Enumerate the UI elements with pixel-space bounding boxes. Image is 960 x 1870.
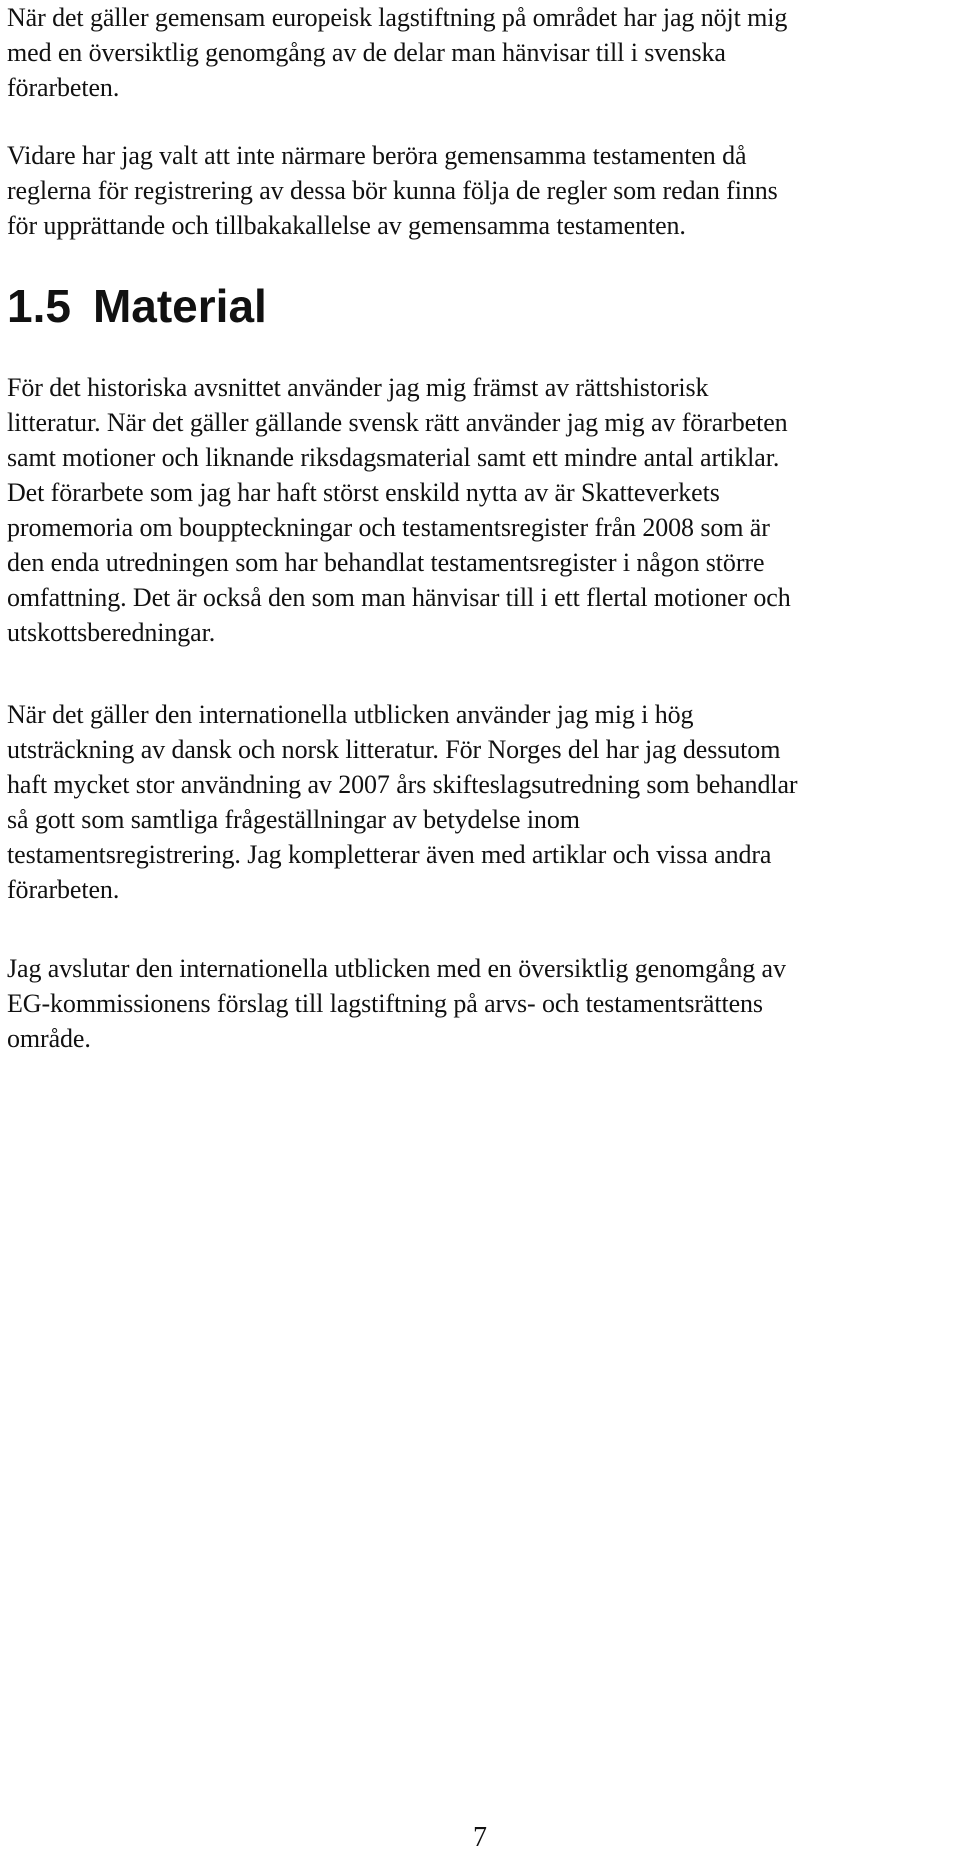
paragraph-line: När det gäller den internationella utblicken använder jag mig i hög	[7, 700, 694, 729]
paragraph-line: förarbeten.	[7, 875, 120, 904]
paragraph-line: område.	[7, 1024, 91, 1053]
paragraph-line: Vidare har jag valt att inte närmare beröra gemensamma testamenten då	[7, 141, 747, 170]
paragraph-line: omfattning. Det är också den som man hänvisar till i ett flertal motioner och	[7, 583, 791, 612]
section-heading	[7, 278, 267, 334]
section-number: 1.5	[7, 280, 71, 332]
paragraph-ec-proposal	[7, 951, 957, 1056]
paragraph-line: litteratur. När det gäller gällande svensk rätt använder jag mig av förarbeten	[7, 408, 788, 437]
paragraph-line: testamentsregistrering. Jag kompletterar även med artiklar och vissa andra	[7, 840, 772, 869]
paragraph-line: När det gäller gemensam europeisk lagstiftning på området har jag nöjt mig	[7, 3, 788, 32]
paragraph-international-outlook	[7, 697, 957, 907]
paragraph-joint-wills	[7, 138, 957, 243]
paragraph-line: förarbeten.	[7, 73, 120, 102]
paragraph-line: för upprättande och tillbakakallelse av gemensamma testamenten.	[7, 211, 686, 240]
paragraph-line: utskottsberedningar.	[7, 618, 216, 647]
paragraph-line: den enda utredningen som har behandlat testamentsregister i någon större	[7, 548, 765, 577]
paragraph-line: promemoria om bouppteckningar och testamentsregister från 2008 som är	[7, 513, 770, 542]
paragraph-line: så gott som samtliga frågeställningar av betydelse inom	[7, 805, 580, 834]
paragraph-line: utsträckning av dansk och norsk litteratur. För Norges del har jag dessutom	[7, 735, 781, 764]
paragraph-historical-sources	[7, 370, 957, 650]
paragraph-line: haft mycket stor användning av 2007 års skifteslagsutredning som behandlar	[7, 770, 798, 799]
paragraph-line: Jag avslutar den internationella utblicken med en översiktlig genomgång av	[7, 954, 786, 983]
paragraph-line: reglerna för registrering av dessa bör kunna följa de regler som redan finns	[7, 176, 778, 205]
paragraph-line: EG-kommissionens förslag till lagstiftning på arvs- och testamentsrättens	[7, 989, 763, 1018]
paragraph-line: Det förarbete som jag har haft störst enskild nytta av är Skatteverkets	[7, 478, 720, 507]
page-number: 7	[473, 1822, 487, 1853]
paragraph-line: För det historiska avsnittet använder jag mig främst av rättshistorisk	[7, 373, 709, 402]
section-title: Material	[92, 280, 267, 332]
paragraph-eu-legislation	[7, 0, 957, 105]
paragraph-line: med en översiktlig genomgång av de delar man hänvisar till i svenska	[7, 38, 726, 67]
paragraph-line: samt motioner och liknande riksdagsmaterial samt ett mindre antal artiklar.	[7, 443, 780, 472]
